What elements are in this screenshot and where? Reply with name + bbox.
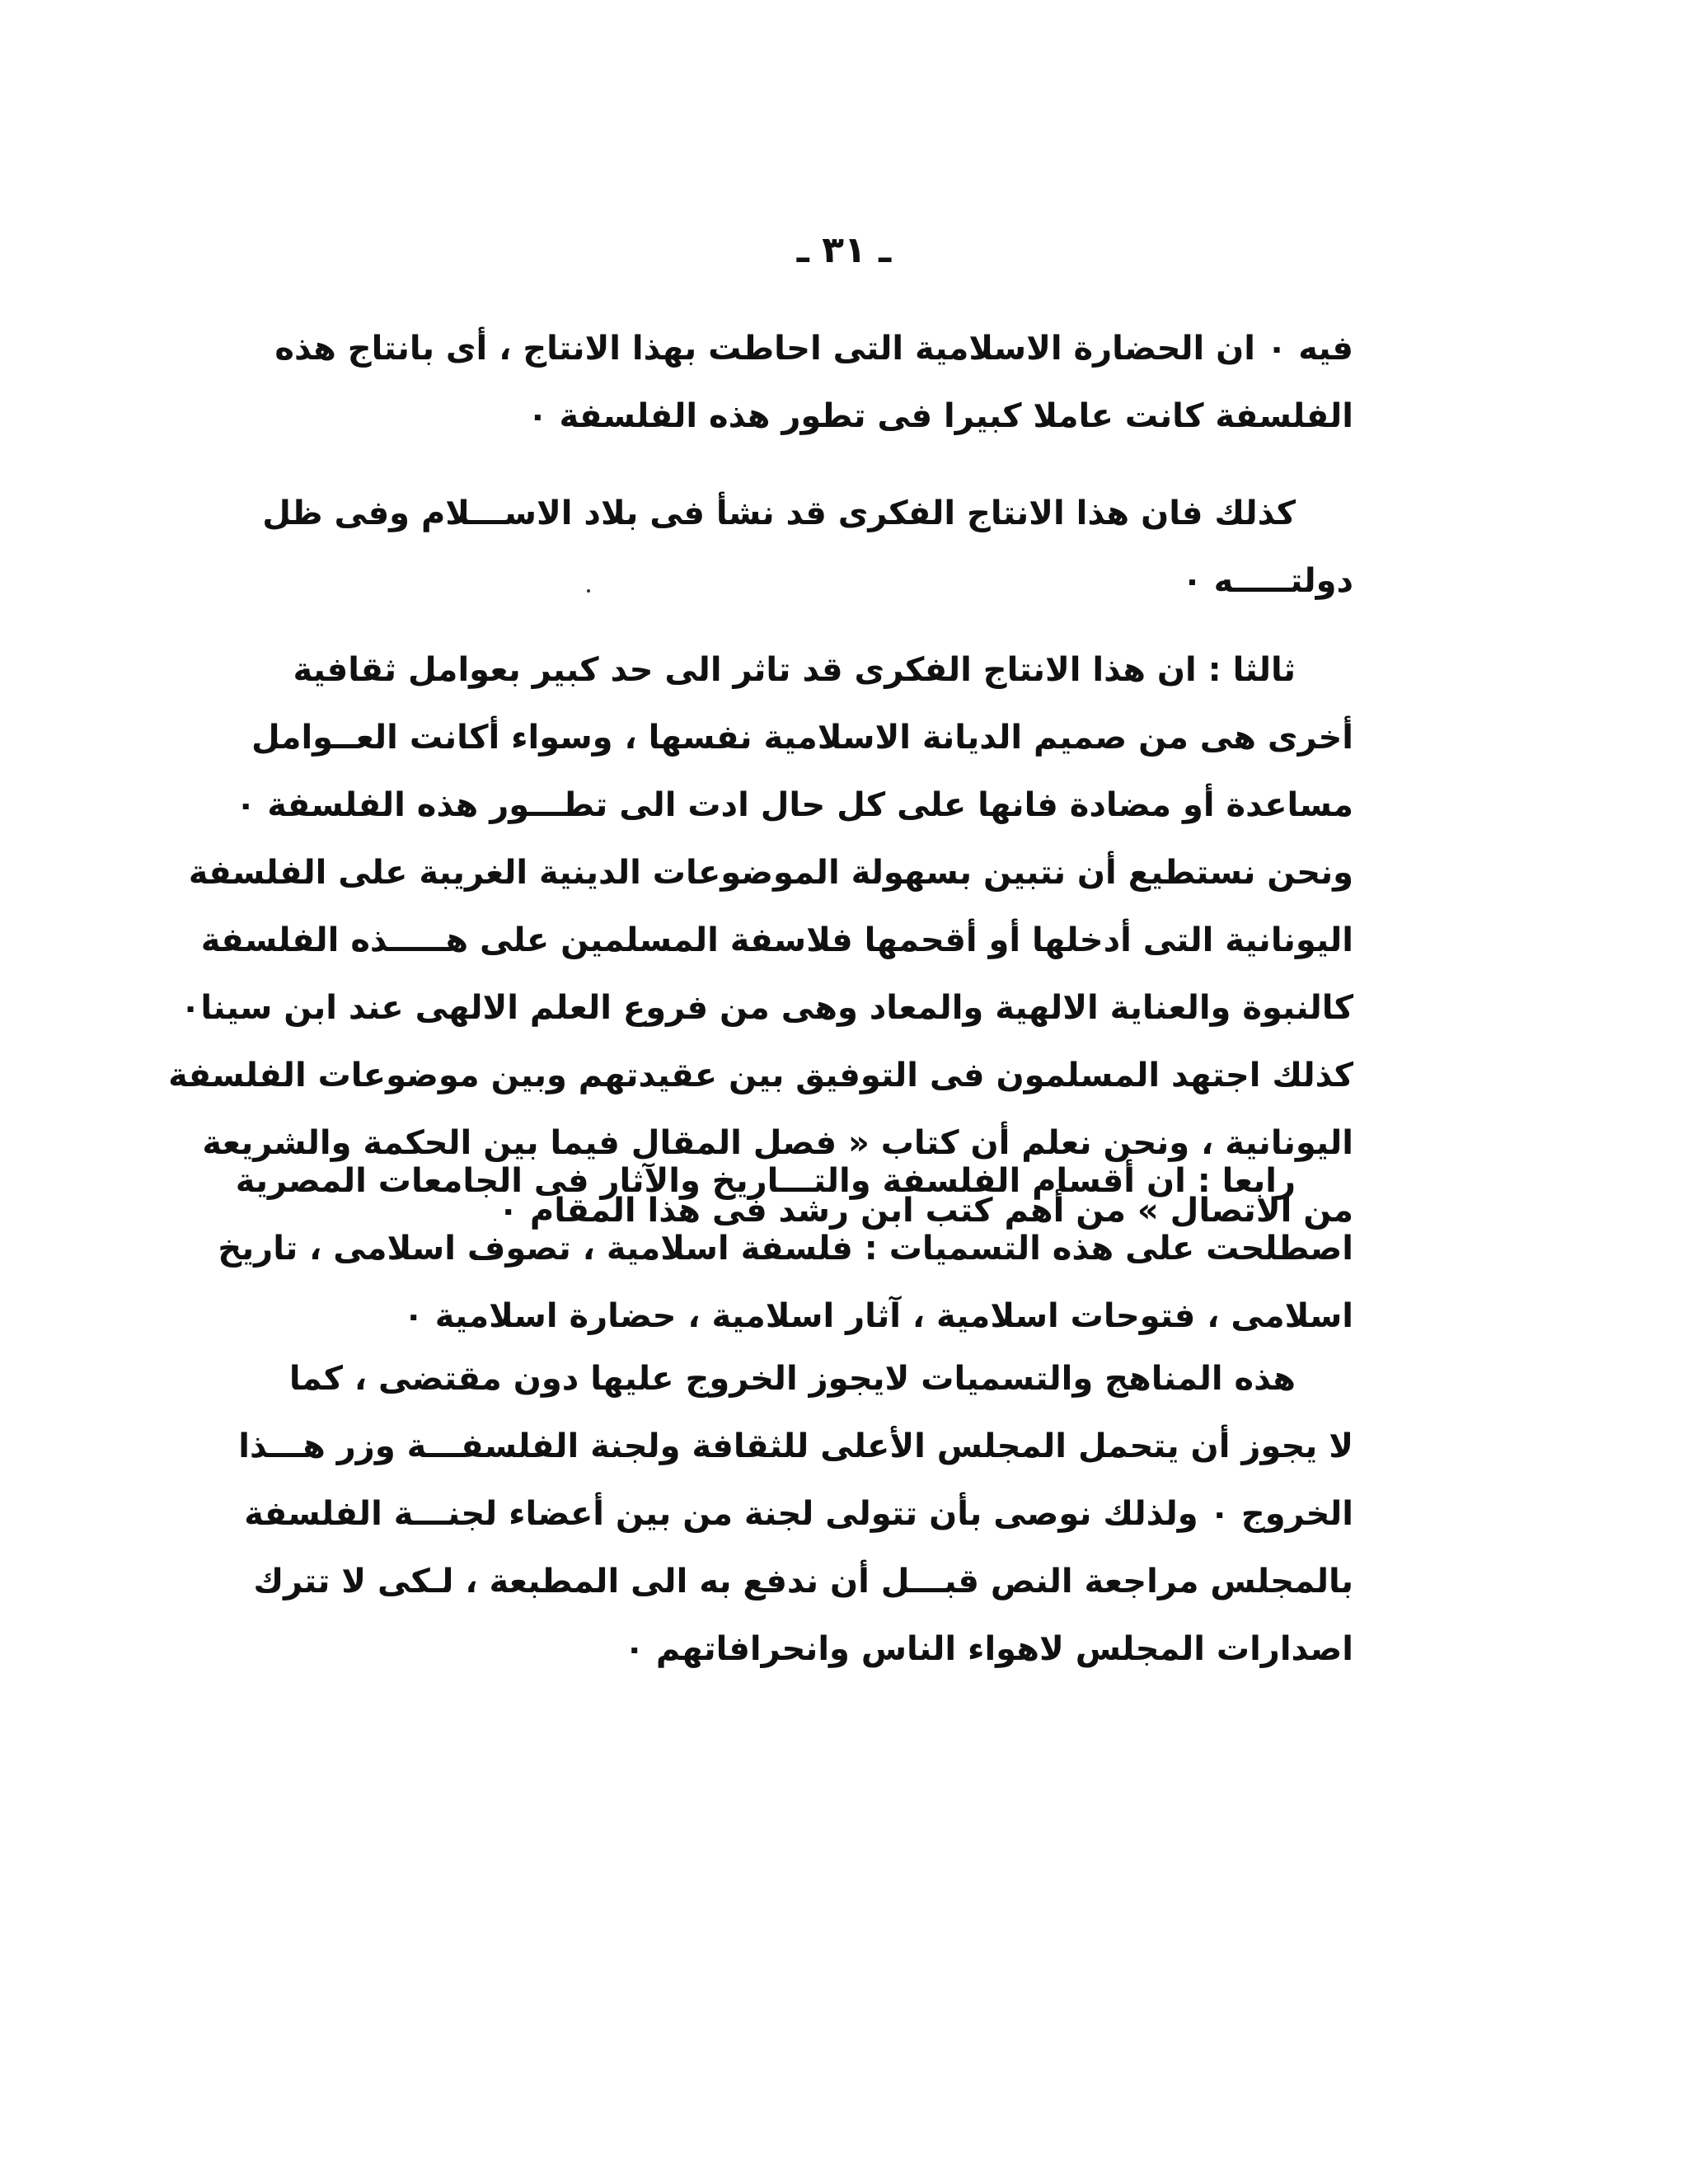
stray-mark: [587, 589, 590, 593]
text-line: كالنبوة والعناية الالهية والمعاد وهى من فروع العلم الالهى عند ابن سينا٠: [180, 989, 1353, 1027]
text-line: أخرى هى من صميم الديانة الاسلامية نفسها ، وسواء أكانت العــوامل: [251, 719, 1353, 757]
text-line: رابعا : ان أقسام الفلسفة والتـــاريخ والآثار فى الجامعات المصرية: [235, 1162, 1296, 1200]
text-line: كذلك اجتهد المسلمون فى التوفيق بين عقيدتهم وبين موضوعات الفلسفة: [168, 1057, 1353, 1094]
text-line: ونحن نستطيع أن نتبين بسهولة الموضوعات الدينية الغريبة على الفلسفة: [188, 854, 1353, 892]
page-number: ـ ٣١ ـ: [796, 229, 892, 271]
text-line: الخروج ٠ ولذلك نوصى بأن تتولى لجنة من بين أعضاء لجنـــة الفلسفة: [244, 1495, 1353, 1533]
text-line: ثالثا : ان هذا الانتاج الفكرى قد تاثر الى حد كبير بعوامل ثقافية: [293, 651, 1296, 689]
text-line: اصطلحت على هذه التسميات : فلسفة اسلامية ، تصوف اسلامى ، تاريخ: [218, 1230, 1353, 1268]
text-line: مساعدة أو مضادة فانها على كل حال ادت الى تطـــور هذه الفلسفة ٠: [235, 786, 1353, 824]
text-line: كذلك فان هذا الانتاج الفكرى قد نشأ فى بلاد الاســـلام وفى ظل: [262, 494, 1296, 532]
text-line: الفلسفة كانت عاملا كبيرا فى تطور هذه الفلسفة ٠: [528, 397, 1353, 435]
text-line: لا يجوز أن يتحمل المجلس الأعلى للثقافة ولجنة الفلسفـــة وزر هـــذا: [238, 1427, 1353, 1465]
paragraph: [218, 1147, 1353, 1350]
paragraph: [274, 315, 1353, 450]
paragraph: [238, 1345, 1353, 1683]
text-line: من الاتصال » من أهم كتب ابن رشد فى هذا المقام ٠: [498, 1192, 1353, 1230]
text-line: فيه ٠ ان الحضارة الاسلامية التى احاطت بهذا الانتاج ، أى بانتاج هذه: [274, 330, 1353, 368]
paragraph: [262, 480, 1353, 615]
text-line: اليونانية ، ونحن نعلم أن كتاب « فصل المقال فيما بين الحكمة والشريعة: [202, 1124, 1353, 1162]
text-line: بالمجلس مراجعة النص قبـــل أن ندفع به الى المطبعة ، لـكى لا تترك: [253, 1563, 1353, 1601]
text-line: اليونانية التى أدخلها أو أقحمها فلاسفة المسلمين على هـــــذه الفلسفة: [200, 921, 1353, 959]
text-line: دولتـــــه ٠: [1182, 562, 1353, 600]
text-line: اسلامى ، فتوحات اسلامية ، آثار اسلامية ، حضارة اسلامية ٠: [403, 1297, 1353, 1335]
text-line: هذه المناهج والتسميات لايجوز الخروج عليها دون مقتضى ، كما: [288, 1360, 1296, 1398]
text-line: اصدارات المجلس لاهواء الناس وانحرافاتهم ٠: [624, 1630, 1353, 1668]
